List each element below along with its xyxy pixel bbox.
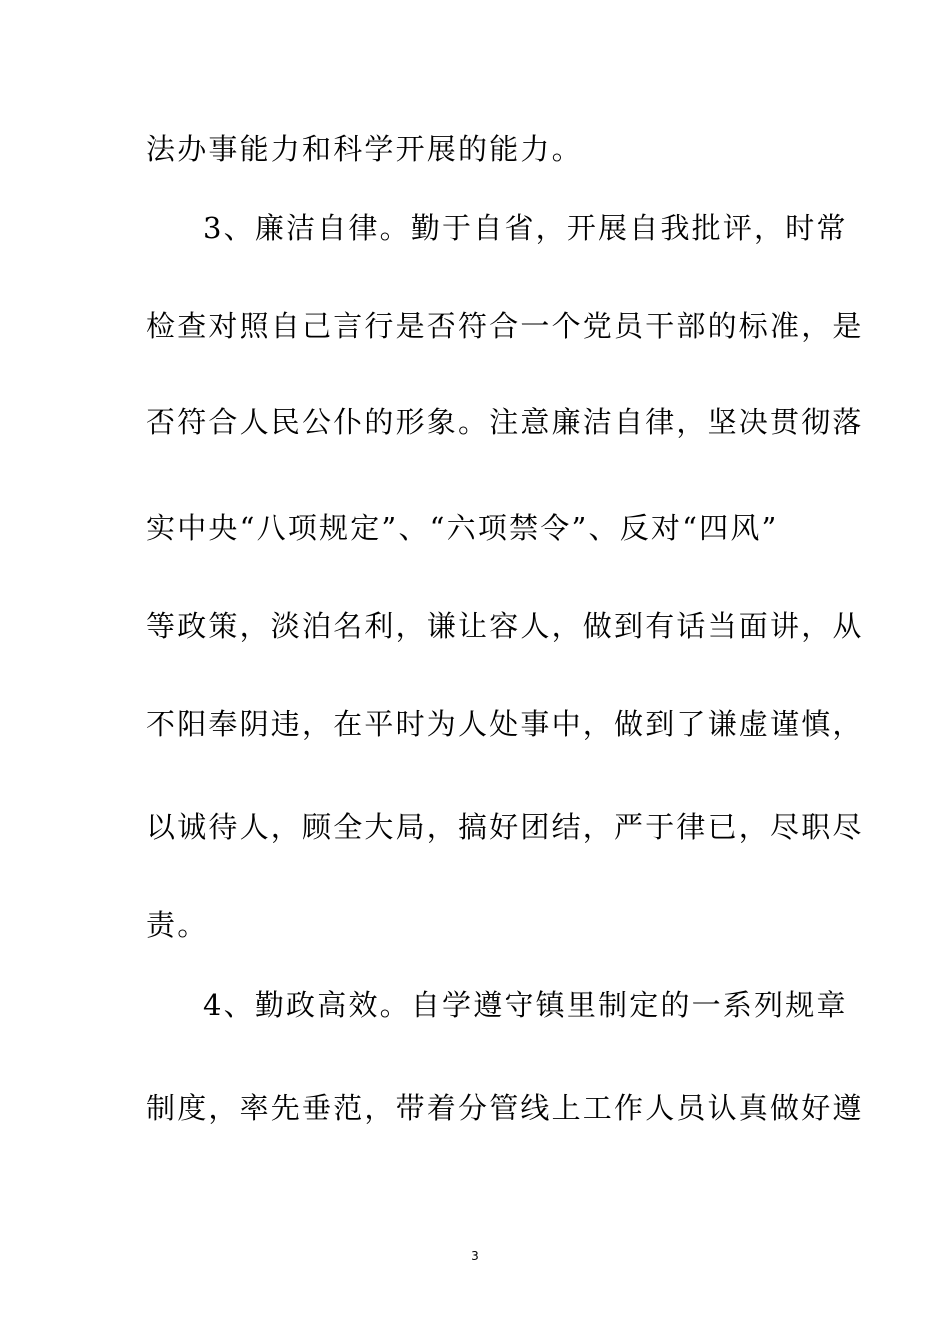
text-line-3: 检查对照自己言行是否符合一个党员干部的标准，是 (146, 309, 864, 343)
page-number: 3 (471, 1249, 479, 1263)
text-line-11: 制度，率先垂范，带着分管线上工作人员认真做好遵 (146, 1091, 864, 1125)
text-line-6: 等政策，淡泊名利，谦让容人，做到有话当面讲，从 (146, 609, 864, 643)
text-line-2: 3、廉洁自律。勤于自省，开展自我批评，时常 (203, 211, 848, 245)
text-line-5: 实中央“八项规定”、“六项禁令”、反对“四风” (146, 511, 779, 545)
text-line-7: 不阳奉阴违，在平时为人处事中，做到了谦虚谨慎， (146, 707, 864, 741)
text-line-8: 以诚待人，顾全大局，搞好团结，严于律已，尽职尽 (146, 810, 864, 844)
text-line-10: 4、勤政高效。自学遵守镇里制定的一系列规章 (203, 988, 848, 1022)
text-line-4: 否符合人民公仆的形象。注意廉洁自律，坚决贯彻落 (146, 405, 864, 439)
text-line-9: 责。 (146, 908, 209, 942)
text-line-1: 法办事能力和科学开展的能力。 (146, 132, 583, 166)
